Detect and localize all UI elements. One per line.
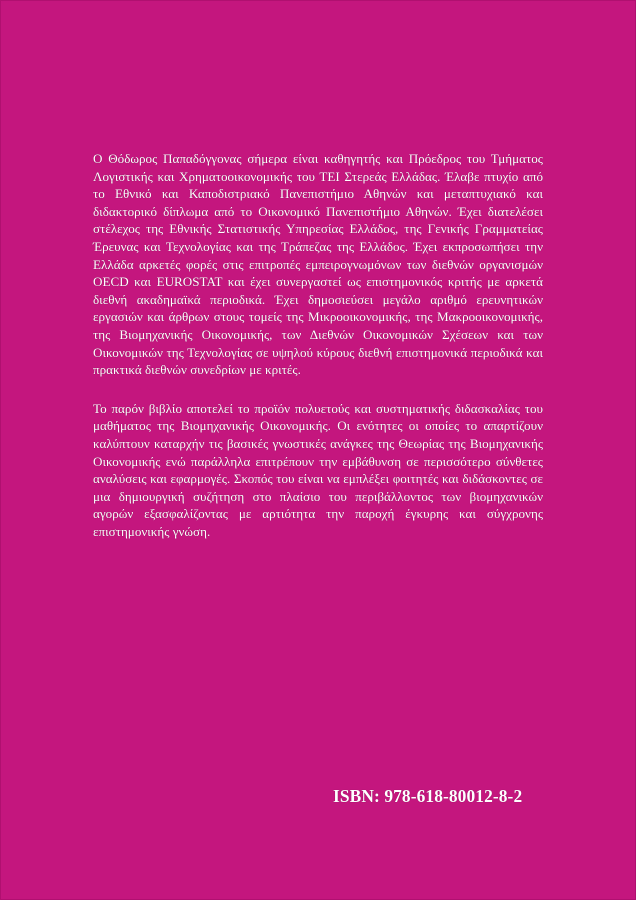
back-cover-text <box>93 150 543 540</box>
isbn-label: ISBN: 978-618-80012-8-2 <box>333 786 523 806</box>
author-bio-paragraph: Ο Θόδωρος Παπαδόγγονας σήμερα είναι καθηγητής και Πρόεδρος του Τμήματος Λογιστικής και Χρηματοοικονομικής του ΤΕΙ Στερεάς Ελλάδας. Έλαβε πτυχίο από το Εθνικό και Καποδιστριακό Πανεπιστήμιο Αθηνών και μεταπτυχιακό και διδακτορικό δίπλωμα από το Οικονομικό Πανεπιστήμιο Αθηνών. Έχει διατελέσει στέλεχος της Εθνικής Στατιστικής Υπηρεσίας Ελλάδος, της Γενικής Γραμματείας Έρευνας και Τεχνολογίας και της Τράπεζας της Ελλάδος. Έχει εκπροσωπήσει την Ελλάδα αρκετές φορές στις επιτροπές εμπειρογνωμόνων των διεθνών οργανισμών OECD και EUROSTAT και έχει συνεργαστεί ως επιστημονικός κριτής με αρκετά διεθνή ακαδημαϊκά περιοδικά. Έχει δημοσιεύσει μεγάλο αριθμό ερευνητικών εργασιών και άρθρων στους τομείς της Μικροοικονομικής, της Μακροοικονομικής, της Βιομηχανικής Οικονομικής, των Διεθνών Οικονομικών Σχέσεων και των Οικονομικών της Τεχνολογίας σε υψηλού κύρους διεθνή επιστημονικά περιοδικά και πρακτικά διεθνών συνεδρίων με κριτές. <box>93 151 543 378</box>
book-description-paragraph: Το παρόν βιβλίο αποτελεί το προϊόν πολυετούς και συστηματικής διδασκαλίας του μαθήματος της Βιομηχανικής Οικονομικής. Οι ενότητες οι οποίες το απαρτίζουν καλύπτουν καταρχήν τις βασικές γνωστικές ανάγκες της Θεωρίας της Βιομηχανικής Οικονομικής ενώ παράλληλα επιτρέπουν την εμβάθυνση σε περισσότερο σύνθετες αναλύσεις και εφαρμογές. Σκοπός του είναι να εμπλέξει φοιτητές και διδάσκοντες σε μια δημιουργική συζήτηση στο πλαίσιο του περιβάλλοντος των βιομηχανικών αγορών εξασφαλίζοντας με αρτιότητα την παροχή έγκυρης και σύγχρονης επιστημονικής γνώση. <box>93 400 543 539</box>
